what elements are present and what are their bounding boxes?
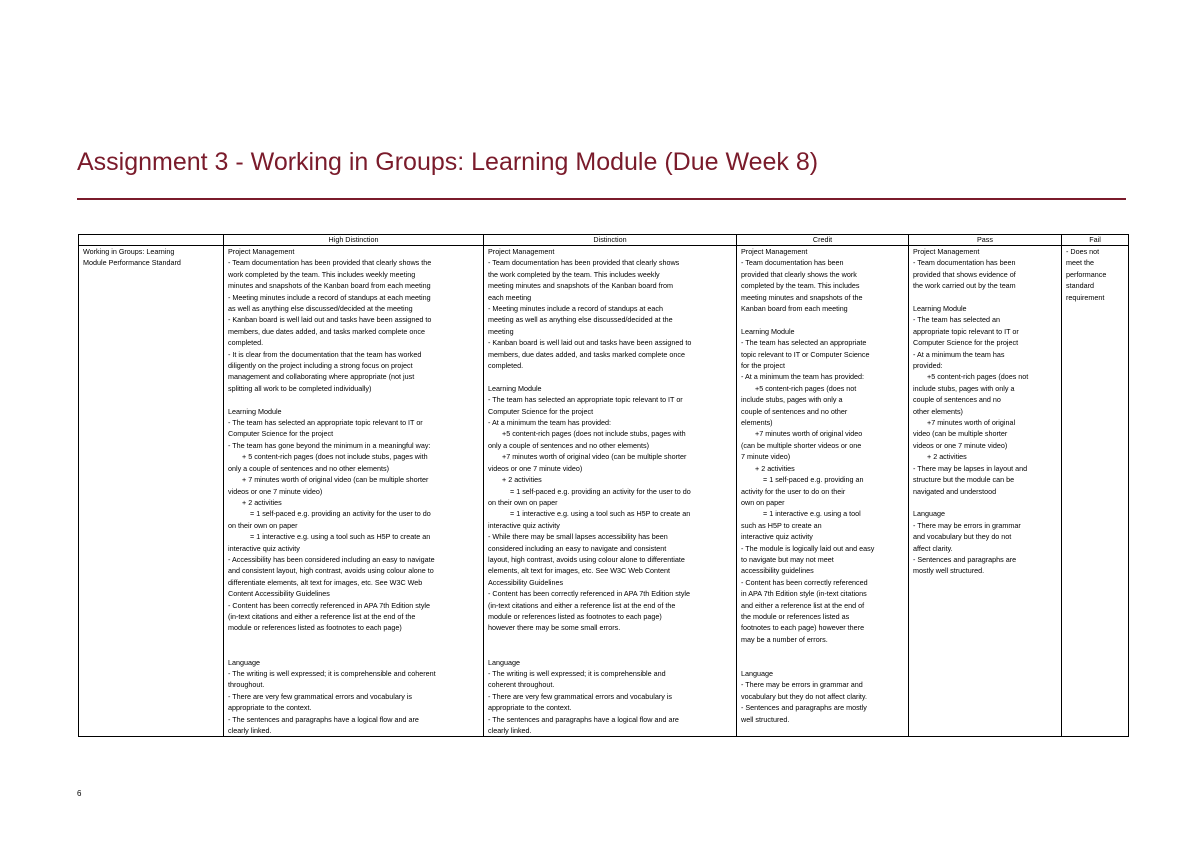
criteria-line: - There are very few grammatical errors and vocabulary is — [488, 691, 673, 701]
criteria-line: Learning Module — [228, 406, 282, 416]
criteria-line: - The team has selected an appropriate topic relevant to IT or — [488, 395, 683, 405]
row-label-cell — [79, 246, 224, 737]
criteria-line: as well as anything else discussed/decided at the meeting — [228, 304, 413, 314]
header-high-distinction: High Distinction — [224, 235, 484, 246]
pass-cell — [909, 246, 1062, 737]
criteria-line: - There may be errors in grammar — [913, 520, 1021, 530]
criteria-line: minutes and snapshots of the Kanban board from each meeting — [228, 281, 431, 291]
rubric-table — [78, 234, 1129, 737]
row-label-line: Module Performance Standard — [83, 258, 181, 268]
criteria-line: work completed by the team. This includes weekly meeting — [228, 269, 416, 279]
rubric-row — [79, 246, 1129, 737]
criteria-line: - At a minimum the team has provided: — [488, 418, 612, 428]
criteria-line: - The team has gone beyond the minimum in a meaningful way: — [228, 440, 431, 450]
criteria-line: interactive quiz activity — [228, 543, 300, 553]
criteria-line: - Team documentation has been — [913, 258, 1016, 268]
criteria-line: meeting as well as anything else discussed/decided at the — [488, 315, 673, 325]
criteria-line: mostly well structured. — [913, 566, 985, 576]
criteria-line: Learning Module — [741, 326, 795, 336]
criteria-line: standard — [1066, 281, 1094, 291]
criteria-line: = 1 self-paced e.g. providing an activity for the user to do — [250, 509, 431, 519]
criteria-line: vocabulary but they do not affect clarity. — [741, 691, 867, 701]
criteria-line — [913, 497, 1057, 508]
criteria-line: interactive quiz activity — [488, 520, 560, 530]
criteria-line: - There may be errors in grammar and — [741, 680, 863, 690]
title-underline — [77, 198, 1126, 200]
criteria-line: include stubs, pages with only a — [741, 395, 843, 405]
criteria-line — [228, 645, 479, 656]
criteria-line: coherent throughout. — [488, 680, 555, 690]
criteria-line: layout, high contrast, avoids using colour alone to differentiate — [488, 554, 685, 564]
criteria-line: + 2 activities — [927, 452, 967, 462]
criteria-line: requirement — [1066, 292, 1105, 302]
criteria-line: = 1 self-paced e.g. providing an activity for the user to do — [510, 486, 691, 496]
criteria-line: videos or one 7 minute video) — [488, 463, 583, 473]
criteria-line: in APA 7th Edition style (in-text citations — [741, 589, 867, 599]
header-distinction: Distinction — [484, 235, 737, 246]
criteria-line: + 5 content-rich pages (does not include stubs, pages with — [242, 452, 428, 462]
criteria-line: videos or one 7 minute video) — [228, 486, 323, 496]
criteria-line: = 1 interactive e.g. using a tool such as H5P to create an — [250, 532, 431, 542]
criteria-line: - At a minimum the team has provided: — [741, 372, 865, 382]
criteria-line: + 2 activities — [755, 463, 795, 473]
criteria-line: = 1 interactive e.g. using a tool — [763, 509, 861, 519]
header-fail: Fail — [1062, 235, 1129, 246]
criteria-line: completed. — [228, 338, 264, 348]
criteria-line: to navigate but may not meet — [741, 554, 834, 564]
criteria-line: +5 content-rich pages (does not — [755, 383, 857, 393]
criteria-line — [488, 371, 732, 382]
criteria-line: - The writing is well expressed; it is comprehensible and coherent — [228, 668, 436, 678]
criteria-line: the work carried out by the team — [913, 281, 1016, 291]
high-distinction-cell — [224, 246, 484, 737]
criteria-line: - Kanban board is well laid out and tasks have been assigned to — [488, 338, 692, 348]
criteria-line: clearly linked. — [228, 726, 272, 736]
criteria-line: and either a reference list at the end of — [741, 600, 865, 610]
row-label-line: Working in Groups: Learning — [83, 247, 175, 256]
criteria-line: on their own on paper — [228, 520, 298, 530]
page-title: Assignment 3 - Working in Groups: Learning Module (Due Week 8) — [77, 148, 819, 176]
criteria-line: + 7 minutes worth of original video (can be multiple shorter — [242, 475, 429, 485]
criteria-line: - Sentences and paragraphs are mostly — [741, 703, 867, 713]
criteria-line: own on paper — [741, 497, 785, 507]
criteria-line: accessibility guidelines — [741, 566, 814, 576]
criteria-line: structure but the module can be — [913, 475, 1015, 485]
criteria-line: + 2 activities — [242, 497, 282, 507]
header-pass: Pass — [909, 235, 1062, 246]
criteria-line: provided: — [913, 361, 943, 371]
criteria-line: on their own on paper — [488, 497, 558, 507]
criteria-line: Language — [228, 657, 260, 667]
criteria-line — [913, 292, 1057, 303]
criteria-line: - Meeting minutes include a record of standups at each — [488, 304, 663, 314]
distinction-cell — [484, 246, 737, 737]
criteria-line: affect clarity. — [913, 543, 953, 553]
page-number: 6 — [77, 789, 82, 798]
criteria-line: - At a minimum the team has — [913, 349, 1005, 359]
criteria-line: Computer Science for the project — [913, 338, 1019, 348]
criteria-line: appropriate topic relevant to IT or — [913, 326, 1019, 336]
criteria-line: members, due dates added, and tasks marked complete once — [488, 349, 685, 359]
criteria-line: - Team documentation has been provided that clearly shows — [488, 258, 680, 268]
criteria-line — [741, 314, 904, 325]
criteria-line: considered including an easy to navigate and consistent — [488, 543, 667, 553]
criteria-line: and vocabulary but they do not — [913, 532, 1012, 542]
criteria-line: = 1 self-paced e.g. providing an — [763, 475, 864, 485]
criteria-line: Computer Science for the project — [488, 406, 594, 416]
criteria-line: Language — [741, 668, 773, 678]
criteria-line: (can be multiple shorter videos or one — [741, 440, 862, 450]
criteria-line: activity for the user to do on their — [741, 486, 846, 496]
criteria-line: meeting minutes and snapshots of the Kanban board from — [488, 281, 673, 291]
criteria-line: meeting minutes and snapshots of the — [741, 292, 863, 302]
criteria-line: navigated and understood — [913, 486, 997, 496]
criteria-line: only a couple of sentences and no other elements) — [488, 440, 650, 450]
criteria-line: Language — [913, 509, 945, 519]
criteria-line: meet the — [1066, 258, 1094, 268]
criteria-line: couple of sentences and no other — [741, 406, 848, 416]
criteria-line: management and collaborating where appropriate (not just — [228, 372, 415, 382]
criteria-line: +7 minutes worth of original video (can be multiple shorter — [502, 452, 687, 462]
criteria-line: only a couple of sentences and no other elements) — [228, 463, 390, 473]
criteria-line: module or references listed as footnotes to each page) — [488, 611, 662, 621]
criteria-line: appropriate to the context. — [228, 703, 312, 713]
criteria-line — [488, 634, 732, 645]
criteria-line: differentiate elements, alt text for images, etc. See W3C Web — [228, 577, 423, 587]
criteria-line: Project Management — [913, 247, 980, 256]
criteria-line: each meeting — [488, 292, 532, 302]
criteria-line: videos or one 7 minute video) — [913, 440, 1008, 450]
criteria-line: (in-text citations and either a reference list at the end of the — [488, 600, 676, 610]
criteria-line: footnotes to each page) however there — [741, 623, 865, 633]
criteria-line: completed. — [488, 361, 524, 371]
criteria-line: - The team has selected an appropriate — [741, 338, 867, 348]
criteria-line — [488, 645, 732, 656]
criteria-line: Language — [488, 657, 520, 667]
criteria-line: throughout. — [228, 680, 265, 690]
criteria-line: Computer Science for the project — [228, 429, 334, 439]
criteria-line: members, due dates added, and tasks marked complete once — [228, 326, 425, 336]
criteria-line: +5 content-rich pages (does not — [927, 372, 1029, 382]
criteria-line: video (can be multiple shorter — [913, 429, 1008, 439]
criteria-line: however there may be some small errors. — [488, 623, 621, 633]
criteria-line: performance — [1066, 269, 1107, 279]
criteria-line: the work completed by the team. This includes weekly — [488, 269, 660, 279]
criteria-line: may be a number of errors. — [741, 634, 828, 644]
criteria-line: - The team has selected an appropriate topic relevant to IT or — [228, 418, 423, 428]
criteria-line — [741, 645, 904, 656]
criteria-line: 7 minute video) — [741, 452, 791, 462]
criteria-line: - There may be lapses in layout and — [913, 463, 1028, 473]
criteria-line: other elements) — [913, 406, 963, 416]
criteria-line: clearly linked. — [488, 726, 532, 736]
criteria-line: Learning Module — [488, 383, 542, 393]
criteria-line: - Meeting minutes include a record of standups at each meeting — [228, 292, 431, 302]
criteria-line — [741, 657, 904, 668]
criteria-line — [228, 394, 479, 405]
criteria-line: +5 content-rich pages (does not include stubs, pages with — [502, 429, 686, 439]
criteria-line: - It is clear from the documentation that the team has worked — [228, 349, 422, 359]
criteria-line: - Kanban board is well laid out and tasks have been assigned to — [228, 315, 432, 325]
fail-cell — [1062, 246, 1129, 737]
criteria-line: diligently on the project including a strong focus on project — [228, 361, 413, 371]
criteria-line: elements) — [741, 418, 773, 428]
criteria-line: the module or references listed as — [741, 611, 850, 621]
criteria-line: Content Accessibility Guidelines — [228, 589, 330, 599]
criteria-line — [228, 634, 479, 645]
criteria-line: - Content has been correctly referenced in APA 7th Edition style — [228, 600, 431, 610]
criteria-line: - Content has been correctly referenced in APA 7th Edition style — [488, 589, 691, 599]
criteria-line: (in-text citations and either a reference list at the end of the — [228, 611, 416, 621]
criteria-line: interactive quiz activity — [741, 532, 813, 542]
criteria-line: +7 minutes worth of original video — [755, 429, 863, 439]
criteria-line: - The module is logically laid out and easy — [741, 543, 875, 553]
criteria-line: - Accessibility has been considered including an easy to navigate — [228, 554, 435, 564]
criteria-line: topic relevant to IT or Computer Science — [741, 349, 870, 359]
criteria-line: - There are very few grammatical errors and vocabulary is — [228, 691, 413, 701]
criteria-line: - Team documentation has been — [741, 258, 844, 268]
criteria-line: provided that shows evidence of — [913, 269, 1016, 279]
criteria-line: = 1 interactive e.g. using a tool such as H5P to create an — [510, 509, 691, 519]
criteria-line: splitting all work to be completed individually) — [228, 383, 372, 393]
criteria-line: meeting — [488, 326, 514, 336]
header-empty — [79, 235, 224, 246]
criteria-line: for the project — [741, 361, 785, 371]
criteria-line: Kanban board from each meeting — [741, 304, 848, 314]
criteria-line: couple of sentences and no — [913, 395, 1001, 405]
criteria-line: Project Management — [741, 247, 808, 256]
criteria-line: well structured. — [741, 714, 790, 724]
criteria-line: - The sentences and paragraphs have a logical flow and are — [228, 714, 419, 724]
criteria-line: + 2 activities — [502, 475, 542, 485]
rubric-header-row — [79, 235, 1129, 246]
criteria-line: - The writing is well expressed; it is comprehensible and — [488, 668, 666, 678]
criteria-line: - Team documentation has been provided that clearly shows the — [228, 258, 432, 268]
criteria-line: - The sentences and paragraphs have a logical flow and are — [488, 714, 679, 724]
criteria-line: include stubs, pages with only a — [913, 383, 1015, 393]
header-credit: Credit — [737, 235, 909, 246]
criteria-line: - The team has selected an — [913, 315, 1000, 325]
criteria-line: - Sentences and paragraphs are — [913, 554, 1017, 564]
credit-cell — [737, 246, 909, 737]
criteria-line: Project Management — [228, 247, 295, 256]
criteria-line: Accessibility Guidelines — [488, 577, 564, 587]
criteria-line: completed by the team. This includes — [741, 281, 860, 291]
criteria-line: +7 minutes worth of original — [927, 418, 1016, 428]
criteria-line: provided that clearly shows the work — [741, 269, 857, 279]
criteria-line: - While there may be small lapses accessibility has been — [488, 532, 668, 542]
criteria-line: appropriate to the context. — [488, 703, 572, 713]
criteria-line: Project Management — [488, 247, 555, 256]
criteria-line: such as H5P to create an — [741, 520, 822, 530]
criteria-line: Learning Module — [913, 304, 967, 314]
criteria-line: and consistent layout, high contrast, avoids using colour alone to — [228, 566, 434, 576]
criteria-line: elements, alt text for images, etc. See W3C Web Content — [488, 566, 671, 576]
criteria-line: - Content has been correctly referenced — [741, 577, 868, 587]
criteria-line: module or references listed as footnotes to each page) — [228, 623, 402, 633]
criteria-line: - Does not — [1066, 247, 1100, 256]
